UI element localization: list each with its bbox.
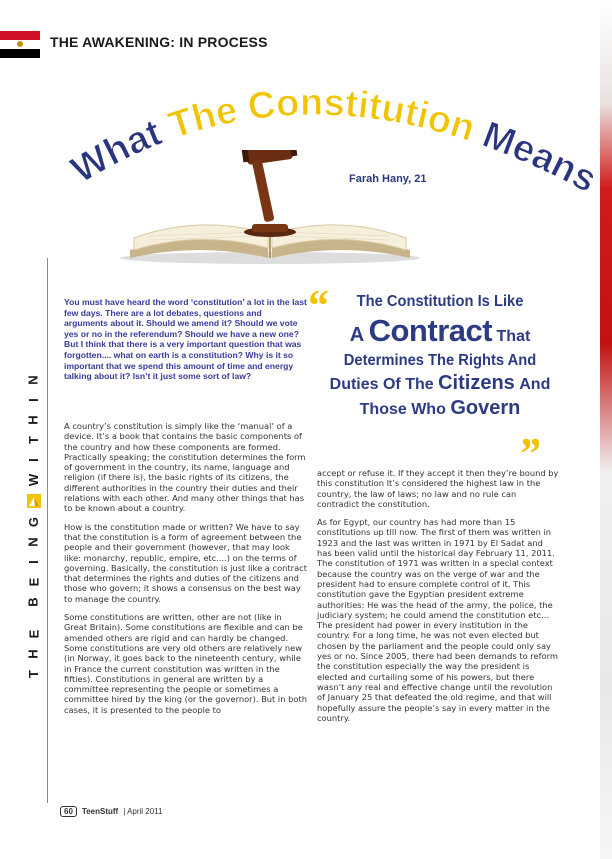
intro-paragraph: You must have heard the word ‘constitution’ a lot in the last few days. There are a lot debates, questions and arguments about it. Should we amend it? Should we vote yes or no in the referendum? Should we have a new one? But I think that there is a very important question that was forgotten.... what on earth is a constitution? Why is it so important that we spend this amount of time and energy talking about it? Isn’t it just some sort of law? [64,297,307,382]
sidebar-letter: W [26,473,41,487]
sidebar-letter: I [26,398,41,402]
title-word-constitution: Constitution [245,81,480,151]
sidebar-letter: H [25,415,41,425]
pull-quote-line: The Constitution Is Like [356,293,524,310]
pull-quote-word: Duties Of The [329,375,434,393]
sidebar-letter: E [25,577,41,587]
pull-quote-word: That [496,328,531,345]
sidebar-letter: E [25,629,41,639]
sidebar-letter: T [25,436,41,444]
title-word-the: The [163,89,241,148]
pull-quote-emphasis: Govern [450,396,521,419]
sidebar-letter: H [25,649,41,659]
book-gavel-illustration [120,150,420,265]
sidebar-letter: N [25,375,41,385]
title-word-means: Means [476,113,604,202]
sidebar-letter: G [26,516,41,528]
pull-quote-line: Determines The Rights And [343,351,537,369]
pyramid-icon [27,494,41,508]
body-paragraph: accept or refuse it. If they accept it then they’re bound by this constitution It’s considered the highest law in the country, the law of laws; no law and no rule can contradict the constitution. [317,468,559,509]
body-column-right [317,468,560,731]
column-divider [47,258,48,803]
pull-quote-word: And [519,375,551,393]
body-paragraph: Some constitutions are written, other are not (like in Great Britain). Some constitutions are flexible and can be amended others are rigid and can hardly be changed. Some constitutions are very old others are relatively new (in Norway, it goes back to the nineteenth century, while in France the current constitution was written in the fifties). Constitutions in general are written by a committee representing the people or sometimes a committee hired by the king (or the governor). But in both cases, it is presented to the people to [64,612,307,715]
sidebar-letter: I [26,560,41,564]
open-quote-mark: “ [306,281,328,330]
pull-quote-emphasis: Citizens [438,371,515,394]
body-paragraph: How is the constitution made or written? We have to say that the constitution is a form of agreement between the people and their government (however, that may look like: monarchy, republic, empire, etc....) on the terms of governing. Basically, the constitution is just like a contract that determines the rights and duties of the citizens and those who govern; it shows a consensus on the best way to manage the country. [64,521,307,604]
pull-quote-word: A [349,324,365,346]
page-footer [60,806,163,817]
pull-quote [305,292,575,421]
sidebar-letter: B [25,597,41,607]
section-title: THE AWAKENING: IN PROCESS [50,34,268,50]
sidebar-letter: T [25,670,41,678]
pull-quote-emphasis: Contract [368,313,493,348]
issue-date: | April 2011 [123,807,163,816]
page-number: 60 [60,806,77,817]
author-byline: Farah Hany, 21 [349,173,427,185]
close-quote-mark: ” [518,429,540,478]
sidebar-letter: N [25,537,41,547]
sidebar-letter: I [26,458,41,462]
pull-quote-word: Those Who [359,400,446,418]
body-paragraph: As for Egypt, our country has had more than 15 constitutions up till now. The first of them was written in 1923 and the last was written in 1971 by El Sadat and has been valid until the historical day February 11, 2011. The constitution of 1971 was written in a special context because the country was on the verge of war and the president had to ensure complete control of it. This constitution gave the Egyptian president extreme authorities: He was the head of the army, the police, the judiciary system; he could amend the constitution etc… The president had power in every institution in the country. For a long time, he was not even elected but chosen by the parliament and the people could only say yes or no. Since 2005, there had been demands to reform the constitution especially the way the president is elected and curtailing some of his powers, but there wasn’t any real and effective change until the revolution of January 25 that defeated the old regime, and that will hopefully assure the people’s say in every matter in the country. [317,517,558,723]
sidebar-vertical-label [24,370,44,684]
magazine-name: TeenStuff [81,807,119,816]
title-word-what: What [64,111,168,192]
body-paragraph: A country’s constitution is simply like the ‘manual’ of a device. It’s a book that contains the basic components of the country and how these components are formed. Practically speaking; the constitution determines the form of government in the country, its name, language and religion (if there is), the basic rights of its citizens, the different authorities in the country their duties and their relations with each other. And many other things that has to be known about a country. [64,421,306,514]
body-column-left [64,421,307,723]
